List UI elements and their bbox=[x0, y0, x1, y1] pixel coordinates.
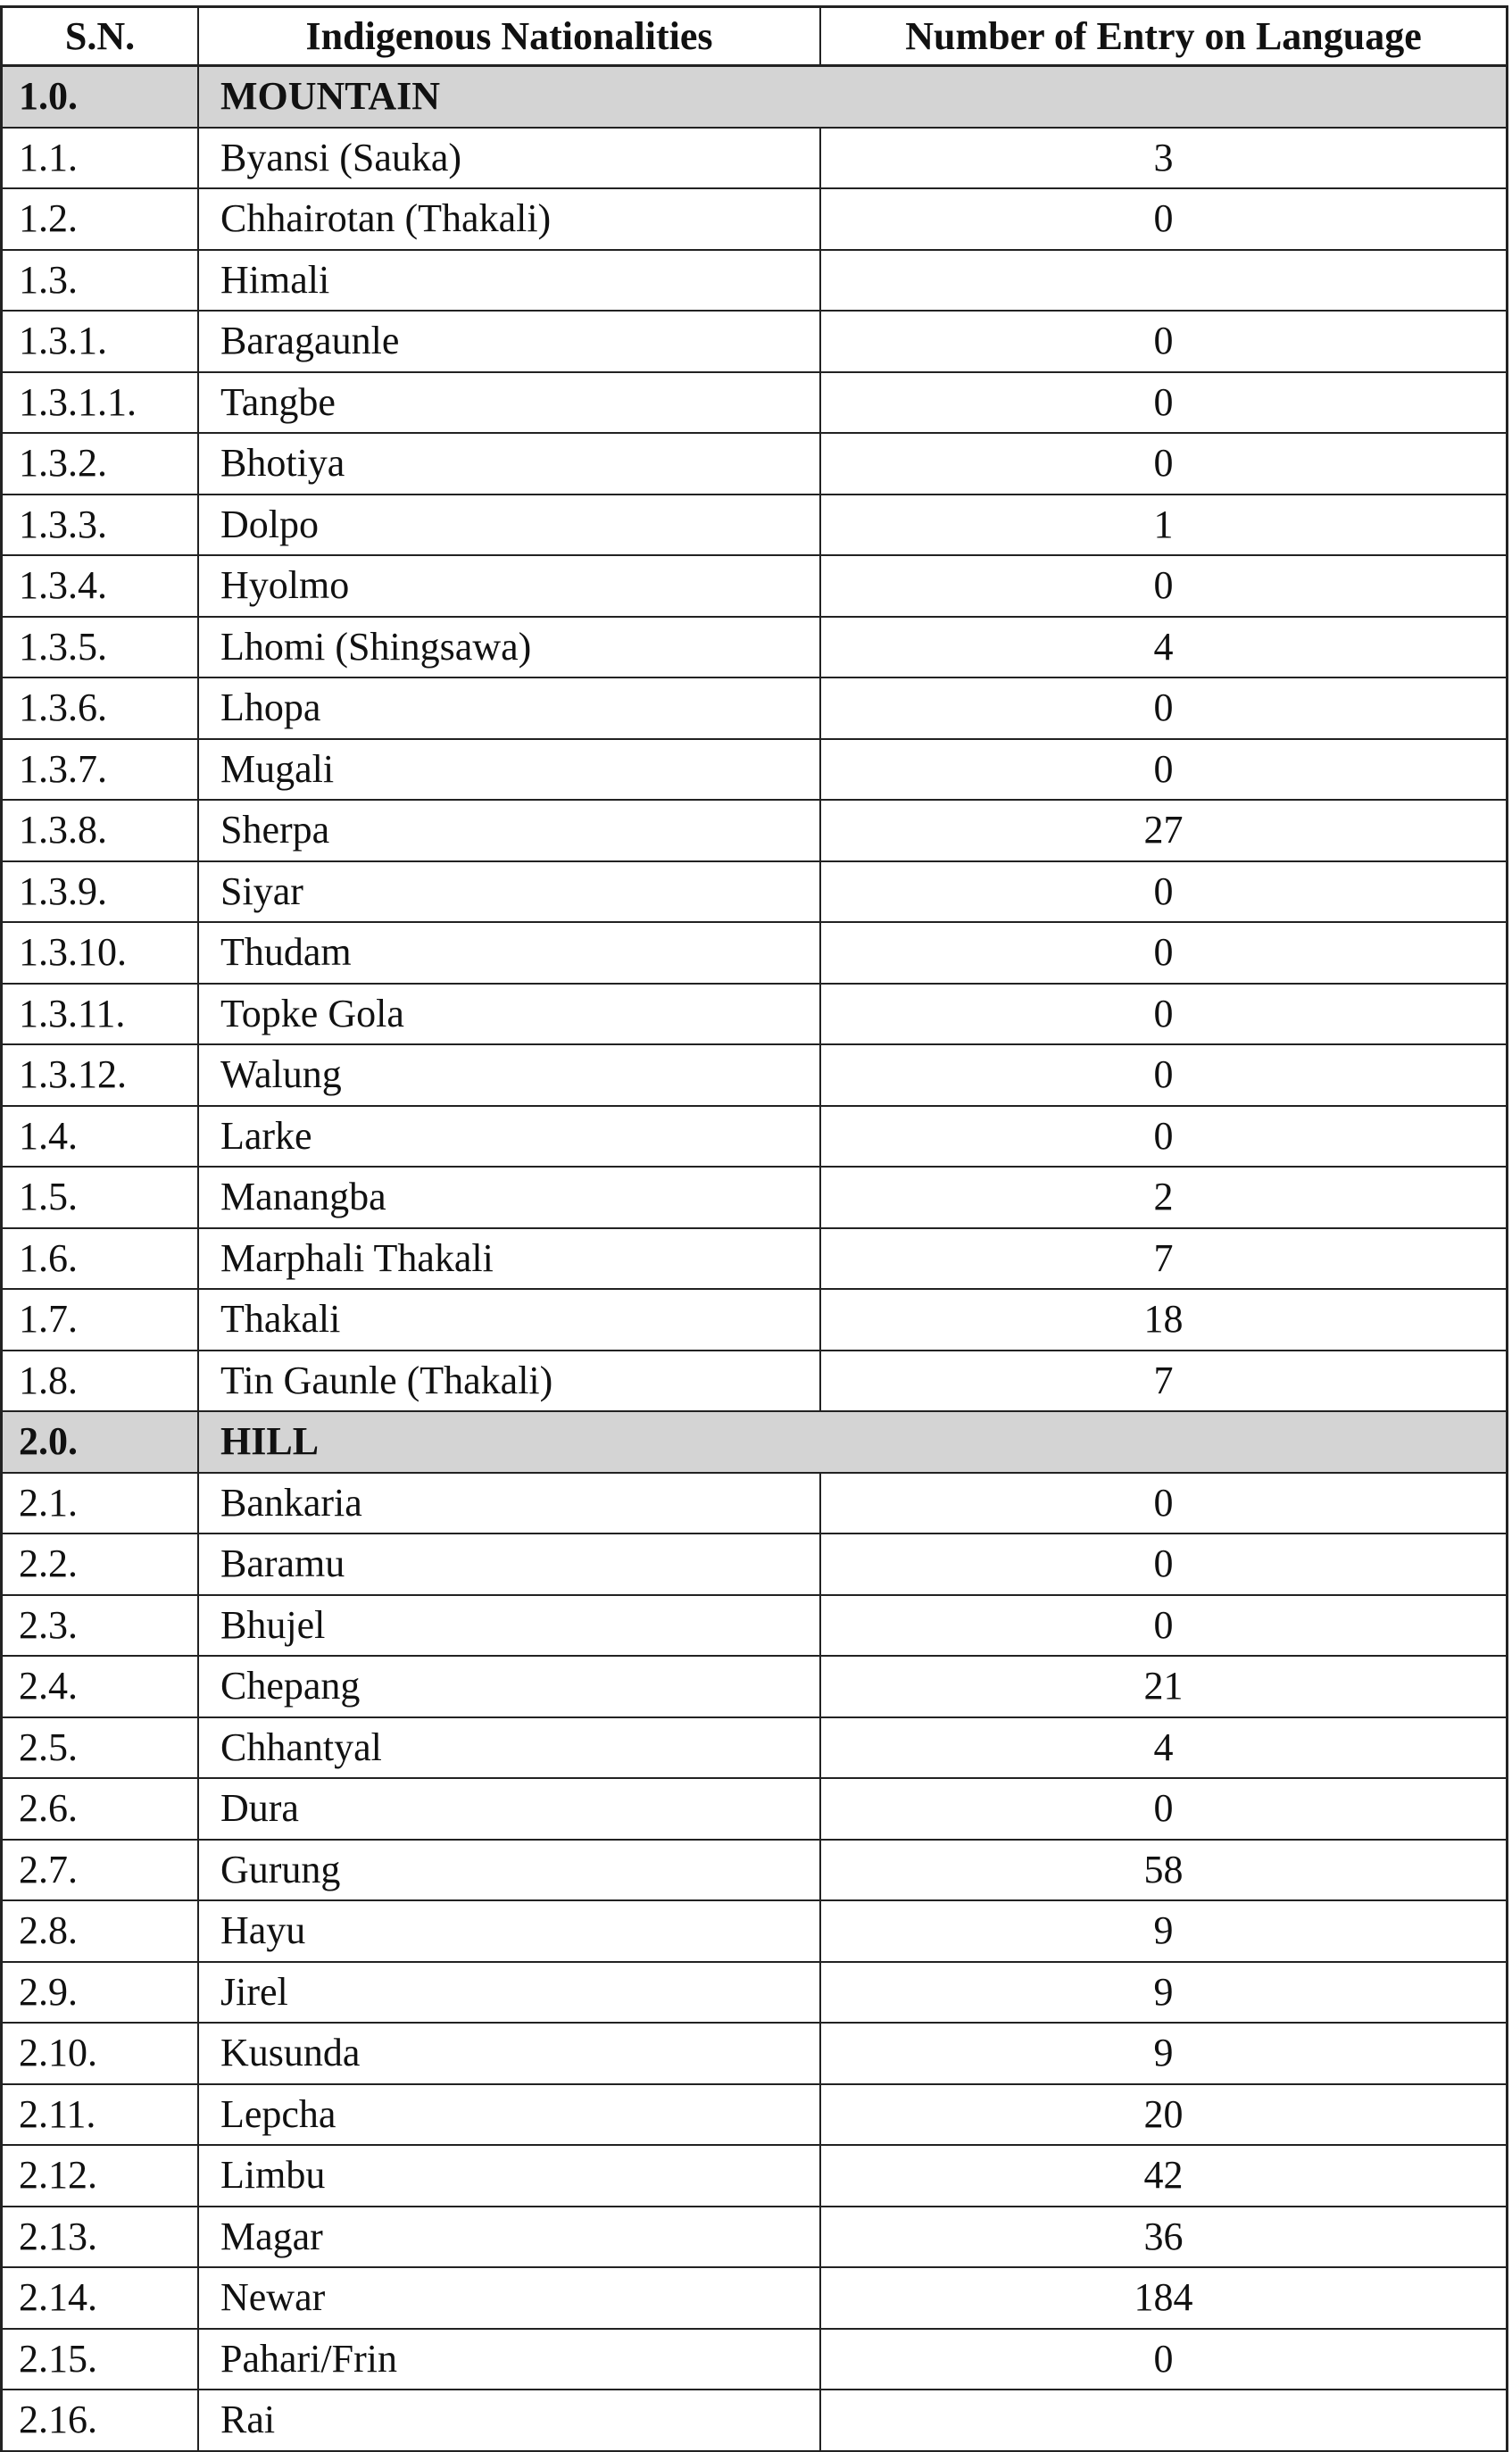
cell-entry-count: 0 bbox=[1153, 991, 1174, 1035]
table-row bbox=[3, 740, 1506, 802]
cell-entry-count: 0 bbox=[1153, 1542, 1174, 1586]
table-row bbox=[3, 434, 1506, 495]
table-row bbox=[3, 189, 1506, 251]
table-row bbox=[3, 312, 1506, 373]
table-row bbox=[3, 1168, 1506, 1229]
cell-entry-count: 7 bbox=[1153, 1235, 1174, 1280]
cell-nationality: Dura bbox=[199, 1779, 821, 1839]
cell-nationality: Gurung bbox=[199, 1841, 821, 1900]
cell-sn: 1.5. bbox=[3, 1168, 199, 1227]
table-row bbox=[3, 1045, 1506, 1107]
cell-nationality: Kusunda bbox=[199, 2024, 821, 2083]
table-row bbox=[3, 1534, 1506, 1596]
cell-entry-count: 0 bbox=[1153, 441, 1174, 486]
table-row bbox=[3, 251, 1506, 312]
cell-entry-count: 0 bbox=[1153, 686, 1174, 730]
table-row bbox=[3, 1107, 1506, 1168]
table-row bbox=[3, 1963, 1506, 2024]
cell-nationality: Larke bbox=[199, 1107, 821, 1167]
cell-sn: 1.3.7. bbox=[3, 740, 199, 800]
cell-nationality: Thudam bbox=[199, 923, 821, 983]
cell-nationality: Jirel bbox=[199, 1963, 821, 2023]
table-row bbox=[3, 862, 1506, 924]
cell-sn: 1.3.11. bbox=[3, 985, 199, 1044]
header-sn: S.N. bbox=[3, 8, 199, 64]
cell-sn: 2.4. bbox=[3, 1657, 199, 1716]
cell-entry-count: 0 bbox=[1153, 563, 1174, 608]
cell-sn: 1.0. bbox=[3, 67, 199, 127]
cell-sn: 2.2. bbox=[3, 1534, 199, 1594]
table-row bbox=[3, 2146, 1506, 2207]
cell-sn: 1.1. bbox=[3, 129, 199, 188]
cell-sn: 1.6. bbox=[3, 1229, 199, 1289]
cell-nationality: Magar bbox=[199, 2207, 821, 2267]
cell-nationality: Lepcha bbox=[199, 2085, 821, 2145]
cell-entry-count: 27 bbox=[1143, 808, 1184, 852]
cell-entry-count: 0 bbox=[1153, 2336, 1174, 2381]
header-entries: Number of Entry on Language bbox=[905, 13, 1422, 58]
cell-nationality: Byansi (Sauka) bbox=[199, 129, 821, 188]
cell-nationality: Limbu bbox=[199, 2146, 821, 2206]
cell-sn: 1.4. bbox=[3, 1107, 199, 1167]
table-row bbox=[3, 373, 1506, 435]
cell-sn: 1.3.2. bbox=[3, 434, 199, 494]
cell-entry-count: 36 bbox=[1143, 2214, 1184, 2258]
cell-sn: 1.7. bbox=[3, 1290, 199, 1350]
cell-sn: 1.3.9. bbox=[3, 862, 199, 922]
table-row bbox=[3, 2024, 1506, 2085]
table-row bbox=[3, 923, 1506, 985]
cell-entry-count: 0 bbox=[1153, 869, 1174, 913]
cell-nationality: Walung bbox=[199, 1045, 821, 1105]
table-row bbox=[3, 1718, 1506, 1780]
cell-nationality: Dolpo bbox=[199, 495, 821, 555]
table-row bbox=[3, 2330, 1506, 2391]
cell-sn: 2.1. bbox=[3, 1474, 199, 1534]
cell-sn: 2.11. bbox=[3, 2085, 199, 2145]
cell-nationality: Siyar bbox=[199, 862, 821, 922]
table-row bbox=[3, 1901, 1506, 1963]
cell-sn: 1.3.5. bbox=[3, 618, 199, 677]
cell-sn: 1.3.12. bbox=[3, 1045, 199, 1105]
cell-entry-count: 18 bbox=[1143, 1297, 1184, 1342]
cell-entry-count: 42 bbox=[1143, 2153, 1184, 2198]
cell-nationality: Bhujel bbox=[199, 1596, 821, 1656]
cell-nationality: Pahari/Frin bbox=[199, 2330, 821, 2390]
cell-sn: 2.12. bbox=[3, 2146, 199, 2206]
cell-entry-count: 20 bbox=[1143, 2091, 1184, 2136]
table-row bbox=[3, 1474, 1506, 1535]
table-row bbox=[3, 2207, 1506, 2269]
cell-sn: 2.3. bbox=[3, 1596, 199, 1656]
cell-entry-count: 0 bbox=[1153, 1480, 1174, 1525]
table-body bbox=[3, 67, 1506, 2452]
cell-sn: 1.3. bbox=[3, 251, 199, 311]
table-row bbox=[3, 556, 1506, 618]
table-row bbox=[3, 1290, 1506, 1351]
cell-nationality: Chepang bbox=[199, 1657, 821, 1716]
cell-nationality: Rai bbox=[199, 2390, 821, 2450]
table-row bbox=[3, 1779, 1506, 1841]
table-row bbox=[3, 618, 1506, 679]
table-row bbox=[3, 2268, 1506, 2330]
table-row bbox=[3, 1596, 1506, 1658]
cell-nationality: Hyolmo bbox=[199, 556, 821, 616]
cell-entry-count: 0 bbox=[1153, 1113, 1174, 1158]
cell-entry-count: 4 bbox=[1153, 1725, 1174, 1769]
cell-sn: 2.16. bbox=[3, 2390, 199, 2450]
cell-sn: 1.2. bbox=[3, 189, 199, 249]
cell-sn: 2.10. bbox=[3, 2024, 199, 2083]
cell-entry-count: 3 bbox=[1153, 135, 1174, 179]
cell-sn: 2.9. bbox=[3, 1963, 199, 2023]
cell-sn: 1.8. bbox=[3, 1351, 199, 1411]
cell-nationality: Thakali bbox=[199, 1290, 821, 1350]
cell-entry-count: 58 bbox=[1143, 1847, 1184, 1891]
cell-sn: 2.14. bbox=[3, 2268, 199, 2328]
header-nationality: Indigenous Nationalities bbox=[199, 8, 821, 64]
table-row bbox=[3, 495, 1506, 557]
cell-entry-count: 0 bbox=[1153, 319, 1174, 363]
table-row bbox=[3, 2390, 1506, 2452]
cell-sn: 2.8. bbox=[3, 1901, 199, 1961]
cell-entry-count: 0 bbox=[1153, 1052, 1174, 1097]
cell-sn: 1.3.1. bbox=[3, 312, 199, 371]
cell-nationality: Chhairotan (Thakali) bbox=[199, 189, 821, 249]
cell-nationality: Baragaunle bbox=[199, 312, 821, 371]
cell-nationality: Bhotiya bbox=[199, 434, 821, 494]
cell-nationality: Bankaria bbox=[199, 1474, 821, 1534]
table-row bbox=[3, 1351, 1506, 1413]
table-row bbox=[3, 2085, 1506, 2147]
cell-nationality: Sherpa bbox=[199, 801, 821, 860]
cell-nationality: Chhantyal bbox=[199, 1718, 821, 1778]
cell-sn: 2.0. bbox=[3, 1412, 199, 1472]
cell-entry-count: 0 bbox=[1153, 196, 1174, 241]
cell-entry-count: 0 bbox=[1153, 1602, 1174, 1647]
cell-sn: 1.3.3. bbox=[3, 495, 199, 555]
table-row bbox=[3, 801, 1506, 862]
cell-entry-count: 0 bbox=[1153, 1786, 1174, 1831]
table-row bbox=[3, 1841, 1506, 1902]
cell-entry-count bbox=[821, 2390, 1506, 2450]
cell-sn: 1.3.8. bbox=[3, 801, 199, 860]
table-row bbox=[3, 129, 1506, 190]
cell-entry-count: 4 bbox=[1153, 624, 1174, 669]
language-entry-table bbox=[0, 5, 1508, 2452]
cell-sn: 2.7. bbox=[3, 1841, 199, 1900]
cell-sn: 1.3.4. bbox=[3, 556, 199, 616]
cell-nationality: Lhopa bbox=[199, 678, 821, 738]
cell-sn: 2.15. bbox=[3, 2330, 199, 2390]
cell-entry-count: 7 bbox=[1153, 1358, 1174, 1402]
cell-nationality: Mugali bbox=[199, 740, 821, 800]
table-row bbox=[3, 678, 1506, 740]
cell-nationality: Lhomi (Shingsawa) bbox=[199, 618, 821, 677]
cell-sn: 2.13. bbox=[3, 2207, 199, 2267]
cell-nationality: Marphali Thakali bbox=[199, 1229, 821, 1289]
cell-nationality: Tangbe bbox=[199, 373, 821, 433]
table-header-row bbox=[3, 5, 1506, 67]
cell-sn: 1.3.6. bbox=[3, 678, 199, 738]
cell-entry-count bbox=[821, 251, 1506, 311]
table-row bbox=[3, 1657, 1506, 1718]
table-group-row bbox=[3, 67, 1506, 129]
cell-entry-count: 21 bbox=[1143, 1664, 1184, 1708]
cell-sn: 1.3.1.1. bbox=[3, 373, 199, 433]
cell-nationality: Baramu bbox=[199, 1534, 821, 1594]
cell-entry-count: 184 bbox=[1134, 2275, 1193, 2320]
cell-entry-count: 9 bbox=[1153, 2031, 1174, 2075]
table-row bbox=[3, 985, 1506, 1046]
cell-sn: 1.3.10. bbox=[3, 923, 199, 983]
cell-sn: 2.6. bbox=[3, 1779, 199, 1839]
cell-entry-count: 1 bbox=[1153, 502, 1174, 546]
cell-entry-count: 9 bbox=[1153, 1969, 1174, 2014]
cell-entry-count: 0 bbox=[1153, 930, 1174, 975]
cell-group-name: HILL bbox=[220, 1419, 320, 1464]
cell-nationality: Manangba bbox=[199, 1168, 821, 1227]
table-group-row bbox=[3, 1412, 1506, 1474]
cell-nationality: Tin Gaunle (Thakali) bbox=[199, 1351, 821, 1411]
cell-sn: 2.5. bbox=[3, 1718, 199, 1778]
cell-nationality: Himali bbox=[199, 251, 821, 311]
cell-entry-count: 9 bbox=[1153, 1908, 1174, 1953]
cell-nationality: Newar bbox=[199, 2268, 821, 2328]
cell-entry-count: 2 bbox=[1153, 1175, 1174, 1219]
cell-nationality: Topke Gola bbox=[199, 985, 821, 1044]
cell-entry-count: 0 bbox=[1153, 379, 1174, 424]
table-row bbox=[3, 1229, 1506, 1291]
cell-entry-count: 0 bbox=[1153, 746, 1174, 791]
cell-group-name: MOUNTAIN bbox=[220, 74, 441, 119]
cell-nationality: Hayu bbox=[199, 1901, 821, 1961]
